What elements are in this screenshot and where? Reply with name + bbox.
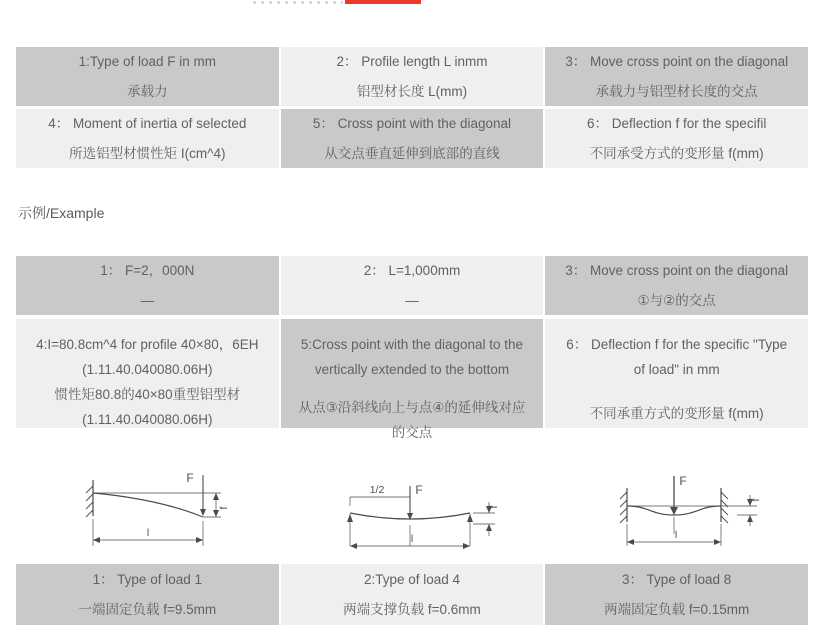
deflection-label: f: [487, 505, 500, 509]
force-label: F: [414, 483, 423, 497]
legend-cell-1-zh: 承载力: [127, 83, 168, 99]
force-label: F: [678, 474, 687, 488]
example-cell-5-en: 5:Cross point with the diagonal to the vertically extended to the bottom: [300, 337, 524, 377]
load-cell-3-en: 3： Type of load 8: [621, 571, 732, 587]
legend-cell-3: [545, 47, 808, 106]
example-table: [16, 256, 808, 440]
example-cell-4: [16, 319, 279, 428]
load-cell-2-en: 2:Type of load 4: [363, 571, 461, 587]
load-cell-3: [545, 564, 808, 625]
load-cell-2-zh: 两端支撑负载 f=0.6mm: [343, 601, 481, 617]
legend-cell-5-zh: 从交点垂直延伸到底部的直线: [324, 145, 500, 161]
length-label: l: [146, 527, 149, 539]
beam-diagrams-row: [16, 466, 808, 558]
example-heading: 示例/Example: [18, 205, 105, 221]
red-underline-fragment: [345, 0, 421, 4]
deflection-label: f: [749, 498, 762, 502]
legend-cell-5: [281, 109, 544, 168]
supported-beam-figure: [280, 466, 544, 558]
example-cell-2-en: 2： L=1,000mm: [363, 262, 461, 278]
example-cell-6: [545, 319, 808, 428]
legend-cell-4-zh: 所选铝型材惯性矩 I(cm^4): [69, 145, 226, 161]
length-label: l: [410, 533, 413, 545]
example-cell-5-zh: 从点③沿斜线向上与点④的延伸线对应的交点: [298, 400, 526, 440]
cantilever-beam-diagram: [61, 466, 236, 558]
legend-cell-4: [16, 109, 279, 168]
legend-cell-6-zh: 不同承受方式的变形量 f(mm): [589, 145, 764, 161]
example-cell-6-zh: 不同承重方式的变形量 f(mm): [589, 406, 764, 421]
load-cell-1-zh: 一端固定负载 f=9.5mm: [78, 601, 217, 617]
legend-cell-6-en: 6： Deflection f for the specifil: [586, 115, 767, 131]
example-cell-1-zh: —: [140, 292, 155, 308]
legend-cell-5-en: 5： Cross point with the diagonal: [312, 115, 512, 131]
legend-cell-1: [16, 47, 279, 106]
legend-cell-1-en: 1:Type of load F in mm: [78, 53, 216, 69]
example-cell-5: [281, 319, 544, 440]
example-cell-1: [16, 256, 279, 315]
clipped-title-remnant: [253, 0, 423, 5]
legend-cell-6: [545, 109, 808, 168]
example-cell-4-line4: (1.11.40.040080.06H): [82, 412, 213, 427]
supported-beam-diagram: [325, 466, 500, 558]
example-cell-3-en: 3： Move cross point on the diagonal: [565, 262, 789, 278]
example-cell-2: [281, 256, 544, 315]
length-label: l: [674, 529, 677, 541]
legend-cell-2-en: 2： Profile length L inmm: [336, 53, 488, 69]
load-cell-2: [281, 564, 544, 625]
legend-cell-3-en: 3： Move cross point on the diagonal: [565, 53, 789, 69]
load-type-table: [16, 564, 808, 625]
example-cell-6-en: 6： Deflection f for the specific "Type of load" in mm: [566, 337, 788, 377]
legend-cell-2: [281, 47, 544, 106]
load-cell-1: [16, 564, 279, 625]
legend-cell-3-zh: 承载力与铝型材长度的交点: [595, 83, 758, 99]
fixed-both-ends-beam-diagram: [589, 466, 764, 558]
fixed-both-ends-beam-figure: [544, 466, 808, 558]
load-cell-1-en: 1： Type of load 1: [92, 571, 202, 587]
example-cell-4-line3: 惯性矩80.8的40×80重型铝型材: [54, 387, 241, 402]
example-cell-3-zh: ①与②的交点: [637, 292, 716, 308]
example-cell-4-line1: 4:I=80.8cm^4 for profile 40×80，6EH: [36, 337, 259, 352]
example-cell-1-en: 1： F=2，000N: [100, 262, 195, 278]
load-cell-3-zh: 两端固定负载 f=0.15mm: [604, 601, 750, 617]
example-cell-4-line2: (1.11.40.040080.06H): [82, 362, 213, 377]
half-length-label: 1/2: [369, 484, 384, 496]
legend-table: [16, 47, 808, 168]
example-cell-3: [545, 256, 808, 315]
legend-cell-4-en: 4： Moment of inertia of selected: [48, 115, 247, 131]
deflection-label: f: [217, 506, 230, 510]
legend-cell-2-zh: 铝型材长度 L(mm): [356, 83, 468, 99]
force-label: F: [185, 471, 194, 485]
clipped-title-text-fragment: [253, 1, 343, 4]
cantilever-beam-figure: [16, 466, 280, 558]
example-cell-2-zh: —: [405, 292, 419, 308]
